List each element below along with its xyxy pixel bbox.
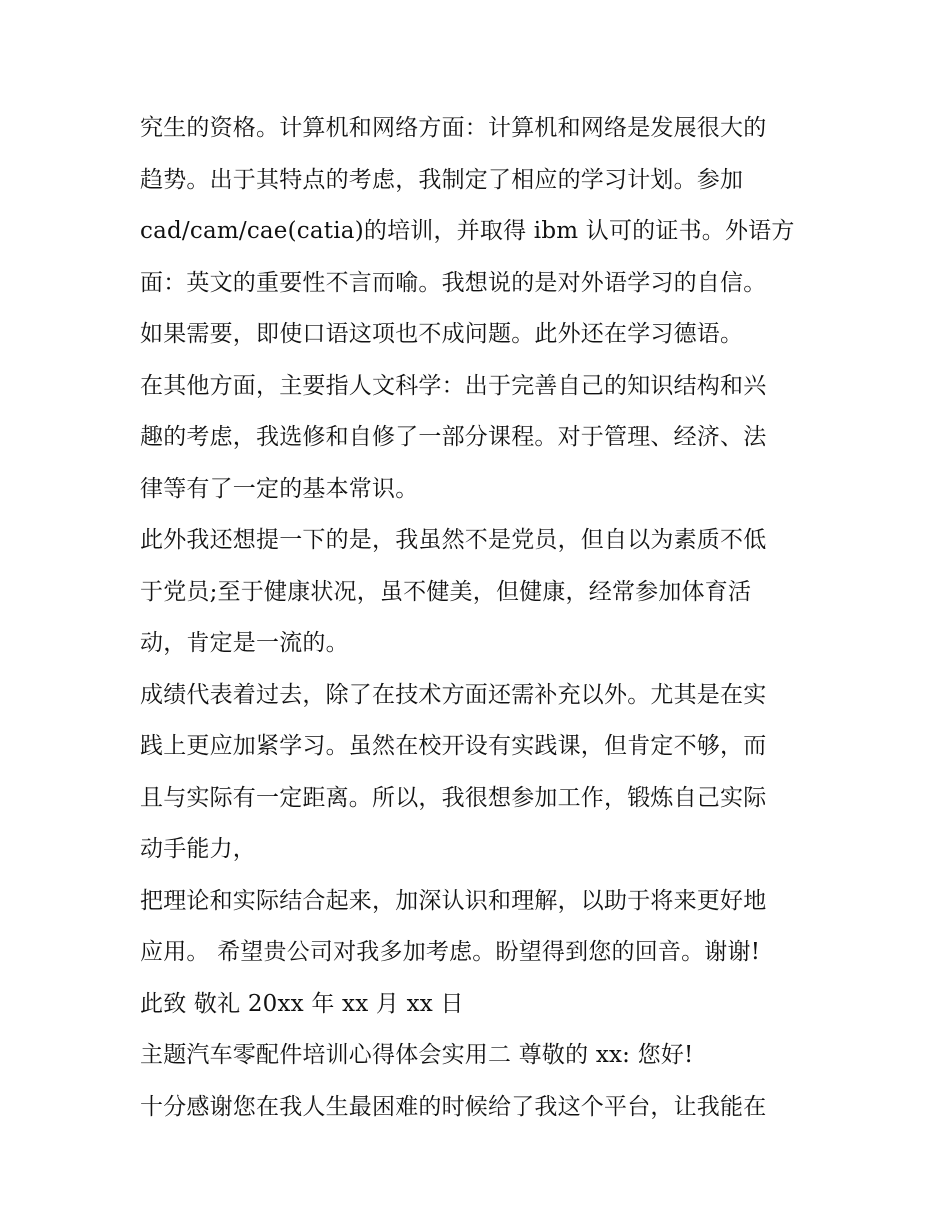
text-line: 此外我还想提一下的是，我虽然不是党员，但自以为素质不低 (140, 527, 767, 553)
text-line: cad/cam/cae(catia)的培训，并取得 ibm 认可的证书。外语方 (140, 218, 795, 244)
text-line: 此致 敬礼 20xx 年 xx 月 xx 日 (140, 990, 464, 1017)
document-body (140, 103, 830, 1133)
text-line: 动，肯定是一流的。 (140, 630, 349, 656)
text-line: 究生的资格。计算机和网络方面：计算机和网络是发展很大的 (140, 115, 767, 141)
text-line: 律等有了一定的基本常识。 (140, 475, 419, 502)
text-line: 应用。 希望贵公司对我多加考虑。盼望得到您的回音。谢谢! (140, 939, 761, 965)
text-line: 动手能力， (140, 836, 256, 862)
text-line: 面：英文的重要性不言而喻。我想说的是对外语学习的自信。 (140, 269, 767, 296)
text-line: 十分感谢您在我人生最困难的时候给了我这个平台，让我能在 (140, 1093, 767, 1120)
text-line: 且与实际有一定距离。所以，我很想参加工作，锻炼自己实际 (140, 784, 767, 811)
text-line: 在其他方面，主要指人文科学：出于完善自己的知识结构和兴 (140, 372, 767, 399)
text-line: 于党员;至于健康状况，虽不健美，但健康，经常参加体育活 (140, 578, 752, 605)
text-line: 趋势。出于其特点的考虑，我制定了相应的学习计划。参加 (140, 166, 744, 193)
text-line: 主题汽车零配件培训心得体会实用二 尊敬的 xx: 您好! (140, 1042, 694, 1068)
text-line: 成绩代表着过去，除了在技术方面还需补充以外。尤其是在实 (140, 681, 767, 708)
text-line: 如果需要，即使口语这项也不成问题。此外还在学习德语。 (140, 321, 744, 347)
text-line: 把理论和实际结合起来，加深认识和理解，以助于将来更好地 (140, 887, 767, 914)
text-line: 践上更应加紧学习。虽然在校开设有实践课，但肯定不够，而 (140, 733, 767, 759)
text-line: 趣的考虑，我选修和自修了一部分课程。对于管理、经济、法 (140, 424, 767, 450)
